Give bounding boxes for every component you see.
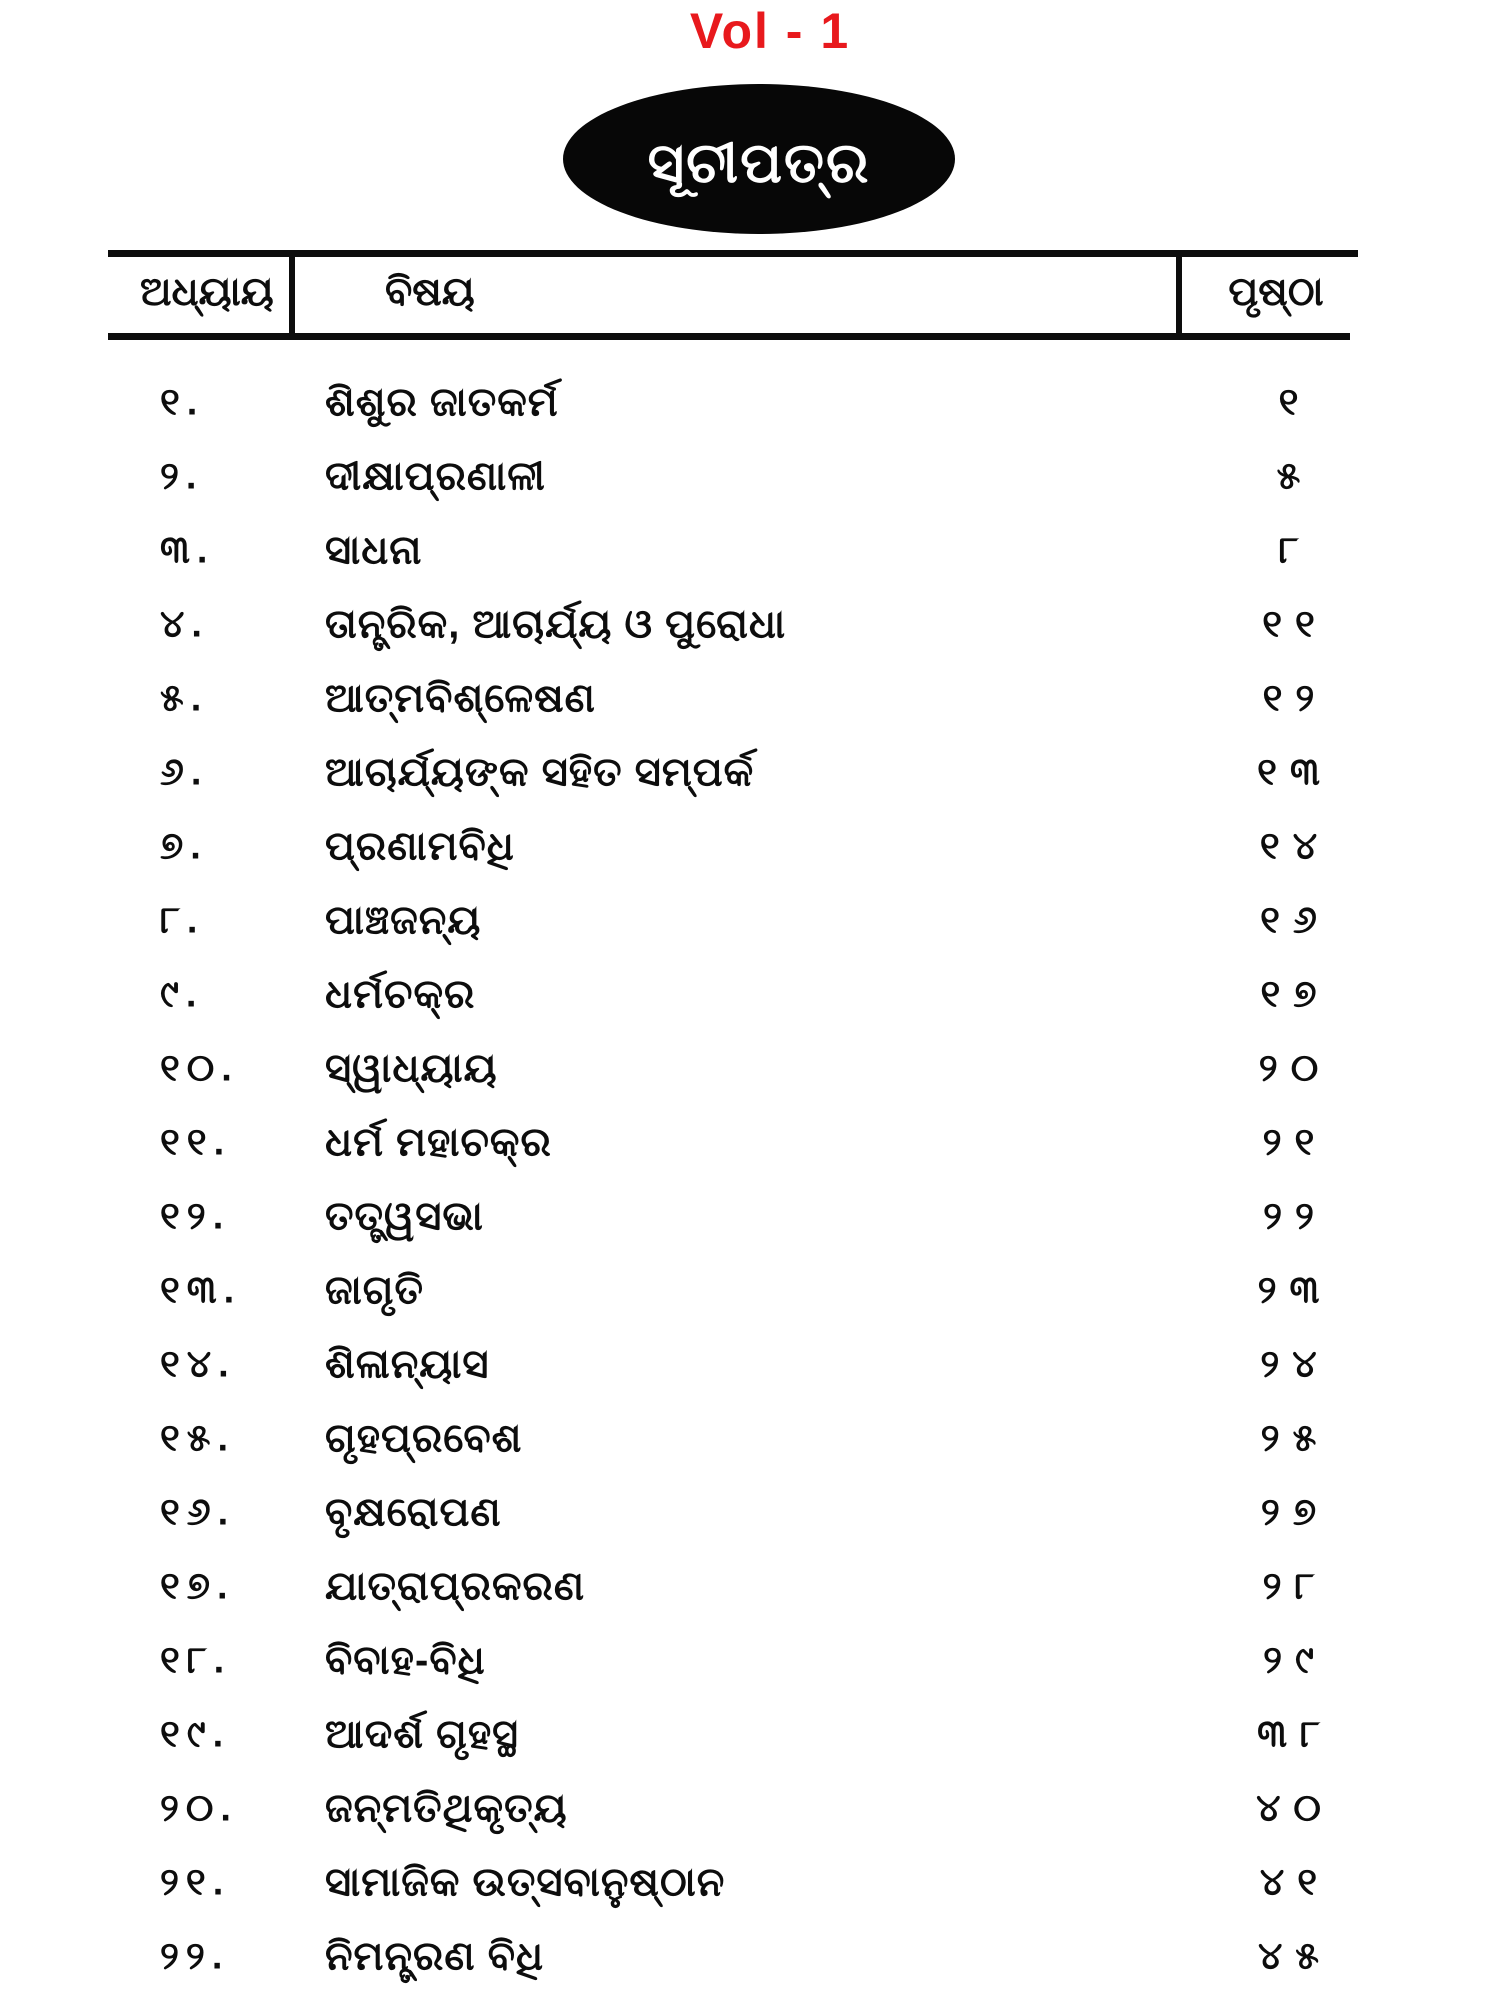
chapter-number: ୩. [160,529,215,572]
toc-row [0,1624,1500,1698]
toc-row [0,1254,1500,1328]
page-number: ୧ [1278,381,1312,424]
chapter-title: ବୃକ୍ଷରୋପଣ [325,1490,502,1535]
chapter-number: ୬. [160,751,209,794]
page-number: ୧୧ [1262,603,1328,646]
page-number: ୪୫ [1257,1935,1333,1978]
chapter-number: ୧୫. [160,1417,236,1460]
chapter-number: ୧୧. [160,1121,232,1164]
chapter-title: ଗୃହପ୍ରବେଶ [325,1416,523,1461]
chapter-title: ଧର୍ମ ମହାଚକ୍ର [325,1120,552,1165]
chapter-title: ସ୍ୱାଧ୍ୟାୟ [325,1046,498,1091]
chapter-number: ୯. [160,973,204,1016]
column-header-page: ପୃଷ୍ଠା [1228,270,1324,314]
chapter-title: ପାଞ୍ଚଜନ୍ୟ [325,898,482,943]
chapter-number: ୧୯. [160,1713,231,1756]
page-number: ୧୪ [1259,825,1331,868]
chapter-number: ୧୪. [160,1343,236,1386]
column-divider-subject-page [1176,250,1182,340]
chapter-title: ନିମନ୍ତ୍ରଣ ବିଧି [325,1934,545,1979]
page-number: ୪୧ [1259,1861,1331,1904]
chapter-title: ସାଧନା [325,528,423,573]
chapter-number: ୭. [160,825,208,868]
page-number: ୨୫ [1260,1417,1330,1460]
toc-row [0,810,1500,884]
toc-row [0,1032,1500,1106]
toc-row [0,1846,1500,1920]
page-number: ୮ [1278,529,1312,572]
column-header-chapter: ଅଧ୍ୟାୟ [140,270,274,314]
page-number: ୨୩ [1257,1269,1333,1312]
toc-row [0,1698,1500,1772]
chapter-number: ୨୧. [160,1861,231,1904]
page-number: ୫ [1276,455,1314,498]
toc-row [0,1402,1500,1476]
header-top-rule [108,250,1358,257]
toc-row [0,1772,1500,1846]
page-number: ୨୦ [1258,1047,1332,1090]
page-number: ୩୮ [1257,1713,1333,1756]
page-number: ୨୨ [1263,1195,1327,1238]
chapter-number: ୧୩. [160,1269,242,1312]
chapter-title: ଯାତ୍ରାପ୍ରକରଣ [325,1564,586,1609]
toc-row [0,884,1500,958]
chapter-number: ୫. [160,677,209,720]
toc-row [0,1180,1500,1254]
column-divider-chapter-subject [289,250,295,340]
page-number: ୧୭ [1260,973,1330,1016]
toc-row [0,1476,1500,1550]
page-number: ୨୮ [1262,1565,1328,1608]
page-number: ୨୧ [1262,1121,1328,1164]
chapter-number: ୨. [160,455,204,498]
chapter-number: ୪. [160,603,209,646]
chapter-title: ପ୍ରଣାମବିଧି [325,824,515,869]
chapter-title: ଆଚାର୍ଯ୍ୟଙ୍କ ସହିତ ସମ୍ପର୍କ [325,750,755,795]
chapter-title: ଶିଳାନ୍ୟାସ [325,1342,490,1387]
chapter-number: ୨୨. [160,1935,230,1978]
page-number: ୨୪ [1260,1343,1330,1386]
chapter-number: ୮. [160,899,205,942]
chapter-title: ତାନ୍ତ୍ରିକ, ଆଚାର୍ଯ୍ୟ ଓ ପୁରୋଧା [325,602,787,647]
toc-row [0,736,1500,810]
toc-row [0,662,1500,736]
page-number: ୪୦ [1256,1787,1334,1830]
page-number: ୧୩ [1257,751,1333,794]
chapter-title: ସାମାଜିକ ଉତ୍ସବାନୁଷ୍ଠାନ [325,1860,726,1905]
chapter-title: ତତ୍ତ୍ୱସଭା [325,1194,484,1239]
page-number: ୨୭ [1260,1491,1330,1534]
chapter-number: ୧୭. [160,1565,235,1608]
page-number: ୧୨ [1262,677,1328,720]
chapter-number: ୧୦. [160,1047,239,1090]
toc-row [0,588,1500,662]
page-title: ସୂଚୀପତ୍ର [647,130,871,194]
chapter-number: ୨୦. [160,1787,238,1830]
chapter-title: ଆଦର୍ଶ ଗୃହସ୍ଥ [325,1712,519,1757]
page-number: ୧୬ [1260,899,1330,942]
toc-row [0,366,1500,440]
chapter-number: ୧୮. [160,1639,232,1682]
toc-row [0,1106,1500,1180]
toc-row [0,958,1500,1032]
chapter-number: ୧୨. [160,1195,231,1238]
chapter-title: ଜାଗୃତି [325,1268,424,1313]
chapter-title: ଧର୍ମଚକ୍ର [325,972,476,1017]
title-badge [563,84,955,234]
volume-label: Vol - 1 [689,3,851,59]
toc-row [0,514,1500,588]
toc-row [0,1550,1500,1624]
chapter-title: ଜନ୍ମତିଥିକୃତ୍ୟ [325,1786,568,1831]
chapter-title: ଶିଶୁର ଜାତକର୍ମ [325,380,559,425]
toc-row [0,440,1500,514]
toc-row [0,1328,1500,1402]
chapter-title: ବିବାହ-ବିଧି [325,1638,486,1683]
toc-rows [0,366,1500,1994]
chapter-title: ଆତ୍ମବିଶ୍ଳେଷଣ [325,676,596,721]
toc-row [0,1920,1500,1994]
chapter-title: ଦୀକ୍ଷାପ୍ରଣାଳୀ [325,454,546,499]
chapter-number: ୧. [160,381,205,424]
column-header-subject: ବିଷୟ [385,270,475,314]
page-number: ୨୯ [1263,1639,1327,1682]
chapter-number: ୧୬. [160,1491,236,1534]
